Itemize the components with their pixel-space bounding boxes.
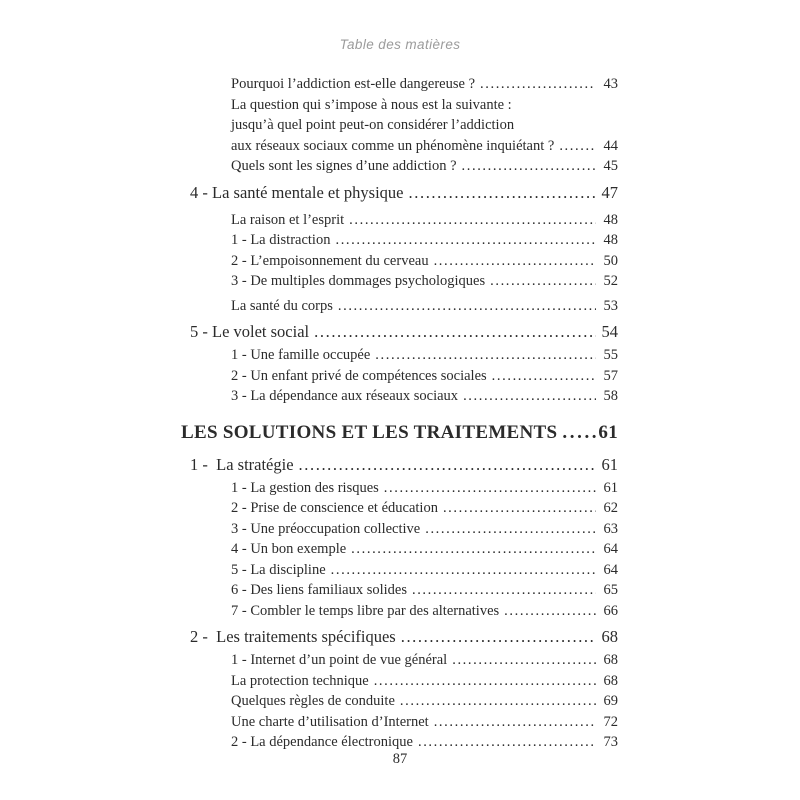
- dot-leader: [375, 345, 596, 366]
- toc-entry-page: 48: [603, 232, 618, 248]
- toc-entry-title: 4 - La santé mentale et physique: [190, 182, 404, 202]
- toc-entry-page: 48: [603, 211, 618, 228]
- toc-entry-page: 61: [601, 454, 618, 474]
- dot-leader: [351, 539, 596, 560]
- toc-entry-title: 1 - La stratégie: [190, 454, 294, 474]
- toc-entry: [181, 95, 618, 116]
- toc-entry-page: 73: [603, 734, 618, 750]
- toc-entry: [181, 180, 618, 206]
- toc-entry-page: 64: [603, 541, 618, 557]
- toc-entry: [181, 539, 618, 560]
- dot-leader: [409, 180, 596, 206]
- toc-entry: [181, 452, 618, 478]
- toc-entry-title: Une charte d’utilisation d’Internet: [231, 713, 429, 730]
- toc-entry-title: 1 - Une famille occupée: [231, 347, 371, 363]
- toc-entry: [181, 319, 618, 345]
- toc-entry-title: 3 - La dépendance aux réseaux sociaux: [231, 388, 459, 404]
- dot-leader: [349, 210, 596, 231]
- toc-entry-page: 68: [601, 627, 618, 646]
- toc-entry: [181, 478, 618, 499]
- toc-entry-page: 66: [603, 602, 618, 619]
- toc-entry-page: 45: [603, 158, 618, 174]
- toc-entry-page: 63: [603, 520, 618, 537]
- toc-entry: [181, 296, 618, 317]
- toc-entry: [181, 115, 618, 136]
- dot-leader: [299, 452, 596, 478]
- toc-entry-page: 58: [603, 388, 618, 404]
- toc-entry-page: 69: [603, 693, 618, 709]
- dot-leader: [374, 671, 596, 692]
- toc-entry: [181, 271, 618, 292]
- page-number: 87: [392, 751, 408, 767]
- toc-entry-page: 43: [603, 76, 618, 92]
- toc-entry-page: 57: [603, 367, 618, 384]
- toc-entry-title: 2 - Prise de conscience et éducation: [231, 500, 438, 516]
- toc-entry-title: 2 - Les traitements spécifiques: [190, 627, 396, 646]
- toc-entry-title: 3 - De multiples dommages psychologiques: [231, 273, 486, 289]
- dot-leader: [492, 366, 596, 387]
- dot-leader: [443, 498, 596, 519]
- dot-leader: [401, 624, 596, 650]
- toc-entry-title: Quelques règles de conduite: [231, 693, 395, 709]
- toc-entry-page: 55: [603, 347, 618, 363]
- toc-entry-page: 50: [603, 252, 618, 269]
- toc-entry: [181, 601, 618, 622]
- toc-entry-title: La raison et l’esprit: [231, 211, 345, 228]
- toc-entry: [181, 671, 618, 692]
- toc-entry: [181, 712, 618, 733]
- toc-entry: [181, 156, 618, 177]
- toc-entry-title: 6 - Des liens familiaux solides: [231, 582, 407, 598]
- toc-entry: [181, 624, 618, 650]
- toc-entry: [181, 386, 618, 407]
- toc-entry-page: 62: [603, 500, 618, 516]
- toc-entry-page: 53: [603, 297, 618, 314]
- toc-entry: [181, 210, 618, 231]
- toc-entry-title: 4 - Un bon exemple: [231, 541, 347, 557]
- toc-entry-title: 2 - La dépendance électronique: [231, 734, 413, 750]
- dot-leader: [384, 478, 596, 499]
- dot-leader: [490, 271, 596, 292]
- toc-entry-page: 65: [603, 582, 618, 598]
- toc-entry-page: 68: [603, 672, 618, 689]
- toc-entry: [181, 136, 618, 157]
- toc-entry-title: 1 - Internet d’un point de vue général: [231, 652, 448, 668]
- toc-entry-title: 3 - Une préoccupation collective: [231, 520, 421, 537]
- table-of-contents: [181, 74, 618, 753]
- toc-entry-title: 7 - Combler le temps libre par des alternatives: [231, 602, 500, 619]
- toc-entry-page: 54: [601, 322, 618, 341]
- toc-entry-title: Quels sont les signes d’une addiction ?: [231, 158, 457, 174]
- toc-entry-title: jusqu’à quel point peut-on considérer l’addiction: [231, 117, 515, 133]
- dot-leader: [452, 650, 596, 671]
- toc-entry-title: 2 - L’empoisonnement du cerveau: [231, 252, 429, 269]
- toc-entry-title: 2 - Un enfant privé de compétences sociales: [231, 367, 487, 384]
- dot-leader: [434, 251, 596, 272]
- dot-leader: [504, 601, 596, 622]
- toc-entry-page: 68: [603, 652, 618, 668]
- dot-leader: [412, 580, 596, 601]
- toc-entry-page: 44: [603, 137, 618, 154]
- dot-leader: [331, 560, 596, 581]
- toc-entry-title: La santé du corps: [231, 297, 333, 314]
- dot-leader: [338, 296, 596, 317]
- toc-entry: [181, 251, 618, 272]
- toc-entry: [181, 417, 618, 449]
- dot-leader: [463, 386, 596, 407]
- toc-entry-title: La question qui s’impose à nous est la suivante :: [231, 96, 512, 113]
- toc-entry: [181, 650, 618, 671]
- toc-entry-page: 64: [603, 561, 618, 578]
- dot-leader: [480, 74, 596, 95]
- running-header: Table des matières: [339, 37, 461, 52]
- toc-entry-title: Pourquoi l’addiction est-elle dangereuse ?: [231, 76, 476, 92]
- dot-leader: [335, 230, 596, 251]
- toc-entry-title: LES SOLUTIONS ET LES TRAITEMENTS: [181, 421, 558, 443]
- dot-leader: [400, 691, 596, 712]
- toc-entry: [181, 345, 618, 366]
- toc-entry: [181, 560, 618, 581]
- toc-entry-title: 5 - Le volet social: [190, 322, 310, 341]
- toc-entry-title: 5 - La discipline: [231, 561, 326, 578]
- toc-entry: [181, 580, 618, 601]
- dot-leader: [314, 319, 596, 345]
- dot-leader: [559, 136, 596, 157]
- toc-entry: [181, 519, 618, 540]
- toc-entry: [181, 366, 618, 387]
- toc-entry-title: La protection technique: [231, 672, 369, 689]
- dot-leader: [562, 417, 598, 449]
- toc-entry-page: 52: [603, 273, 618, 289]
- toc-entry-title: 1 - La distraction: [231, 232, 331, 248]
- toc-entry: [181, 691, 618, 712]
- dot-leader: [425, 519, 596, 540]
- toc-entry-title: aux réseaux sociaux comme un phénomène inquiétant ?: [231, 137, 555, 154]
- toc-entry: [181, 498, 618, 519]
- toc-entry-page: 61: [603, 479, 618, 496]
- dot-leader: [434, 712, 596, 733]
- toc-entry-title: 1 - La gestion des risques: [231, 479, 379, 496]
- toc-entry-page: 47: [601, 182, 618, 202]
- dot-leader: [462, 156, 596, 177]
- toc-entry-page: 72: [603, 713, 618, 730]
- toc-entry-page: 61: [598, 421, 618, 443]
- toc-entry: [181, 230, 618, 251]
- toc-entry: [181, 74, 618, 95]
